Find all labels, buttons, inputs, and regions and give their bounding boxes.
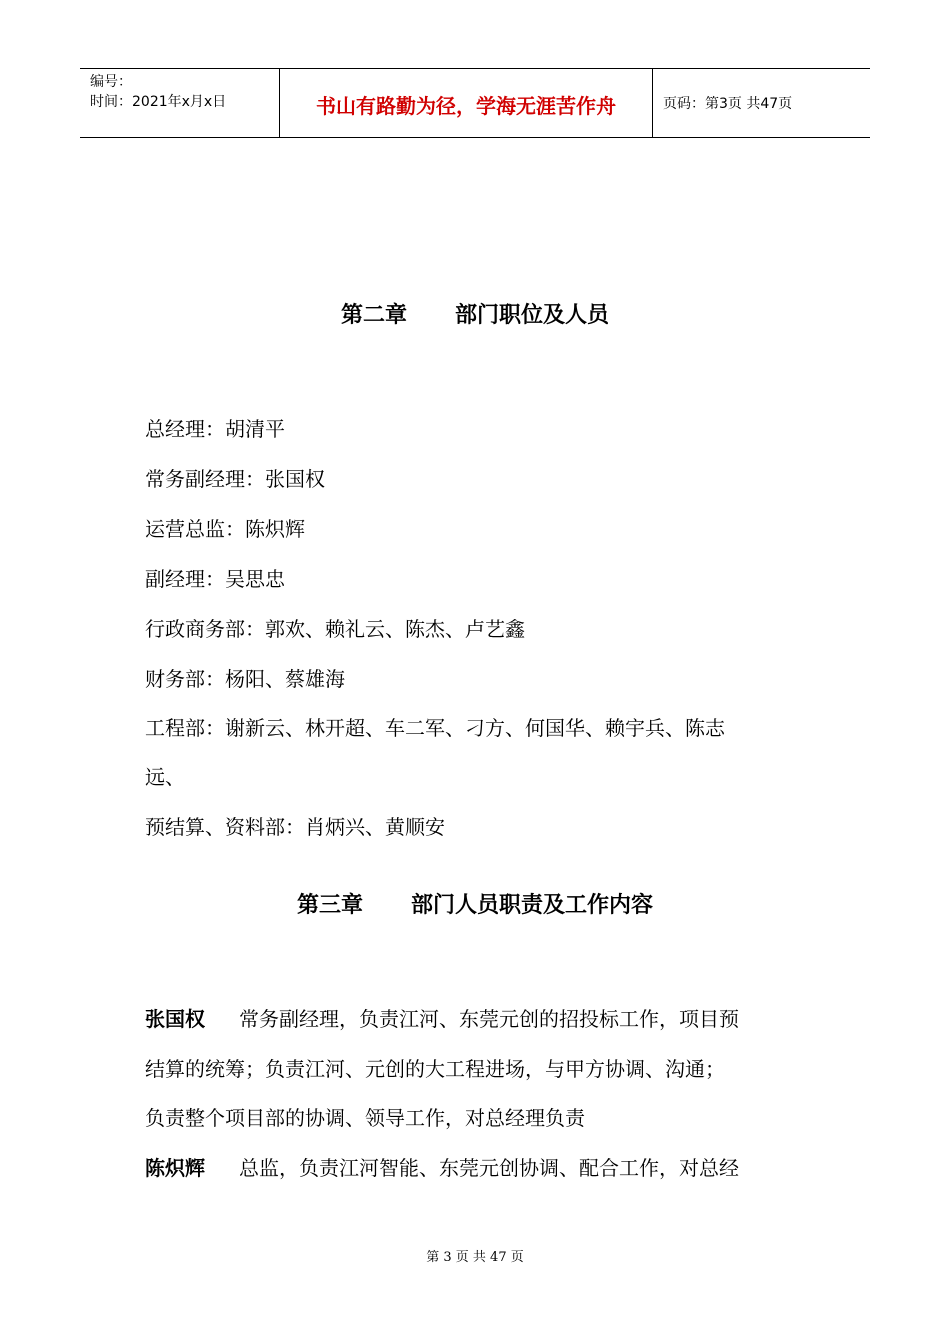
header-number-label: 编号： (90, 74, 132, 90)
chapter-2-number: 第二章 (340, 303, 407, 328)
staff-line: 副经理：吴思忠 (145, 567, 285, 591)
duty-text-line: 结算的统筹；负责江河、元创的大工程进场，与甲方协调、沟通； (145, 1057, 725, 1081)
duty-entry (145, 1003, 739, 1032)
staff-line: 运营总监：陈炽辉 (145, 517, 305, 541)
staff-line: 财务部：杨阳、蔡雄海 (145, 667, 345, 691)
staff-line: 行政商务部：郭欢、赖礼云、陈杰、卢艺鑫 (145, 617, 525, 641)
chapter-2-title: 部门职位及人员 (455, 303, 610, 328)
duty-person-name: 陈炽辉 (145, 1156, 205, 1180)
header-time-label: 时间：2021年x月x日 (90, 94, 227, 110)
duty-text-line: 负责整个项目部的协调、领导工作，对总经理负责 (145, 1106, 585, 1130)
duty-person-name: 张国权 (145, 1007, 205, 1031)
page-footer: 第 3 页 共 47 页 (426, 1250, 524, 1265)
duty-text-line: 常务副经理，负责江河、东莞元创的招投标工作，项目预 (239, 1007, 739, 1031)
staff-line: 总经理：胡清平 (145, 417, 285, 441)
header-motto: 书山有路勤为径，学海无涯苦作舟 (280, 69, 653, 137)
staff-line: 预结算、资料部：肖炳兴、黄顺安 (145, 815, 445, 839)
chapter-2-heading (0, 298, 950, 329)
staff-line: 工程部：谢新云、林开超、车二军、刁方、何国华、赖宇兵、陈志 (145, 716, 725, 740)
chapter-3-number: 第三章 (296, 893, 363, 918)
chapter-3-title: 部门人员职责及工作内容 (411, 893, 654, 918)
staff-line: 常务副经理：张国权 (145, 467, 325, 491)
staff-line: 远、 (145, 765, 185, 789)
header-meta (80, 69, 280, 137)
duty-text-line: 总监，负责江河智能、东莞元创协调、配合工作，对总经 (239, 1156, 739, 1180)
header-page-info: 页码：第3页 共47页 (663, 96, 793, 112)
page-header (80, 68, 870, 138)
chapter-3-heading (0, 888, 950, 919)
duty-entry (145, 1152, 739, 1181)
